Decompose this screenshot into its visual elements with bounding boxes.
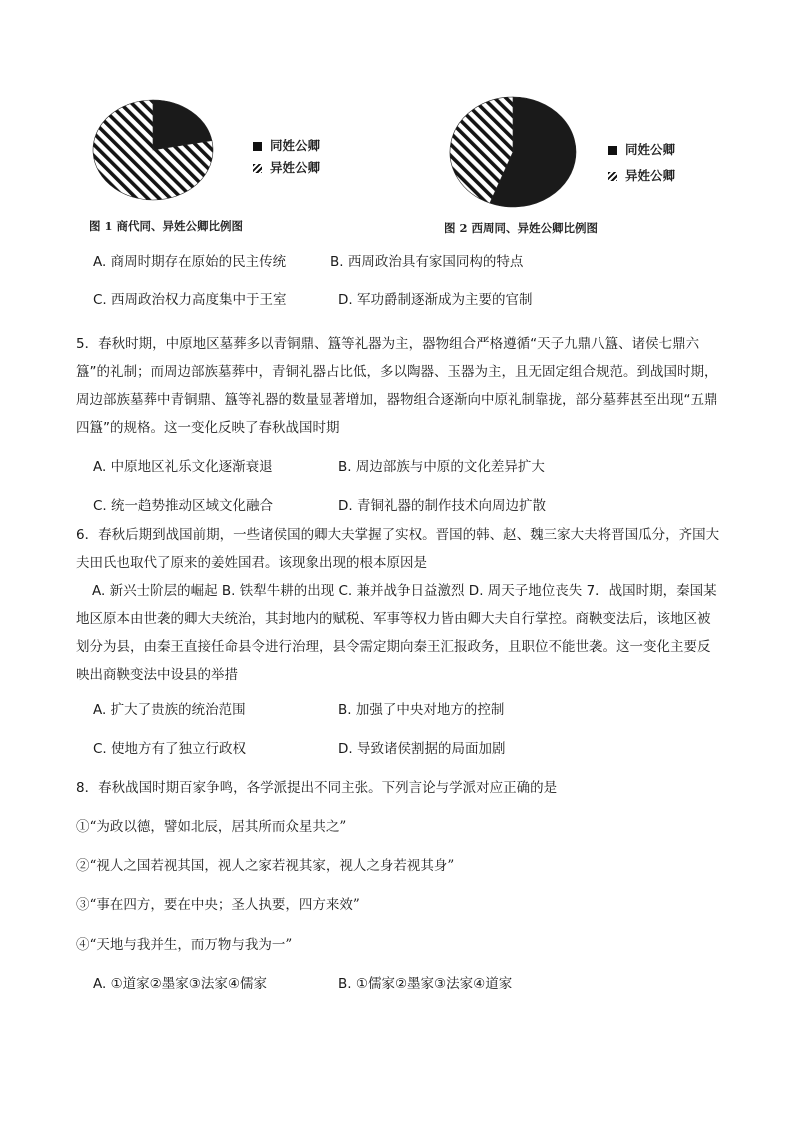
q8-option-a: A. ①道家②墨家③法家④儒家 [93,976,267,992]
q4-option-c: C. 西周政治权力高度集中于王室 [93,292,287,308]
q8-statement-3: ③“事在四方，要在中央；圣人执要，四方来效” [76,897,360,913]
q5-option-b: B. 周边部族与中原的文化差异扩大 [338,459,545,475]
q7-option-b: B. 加强了中央对地方的控制 [338,702,505,718]
q7-option-c: C. 使地方有了独立行政权 [93,741,247,757]
figure-2-caption: 图 2 西周同、异姓公卿比例图 [444,221,599,235]
q8-statement-2: ②“视人之国若视其国，视人之家若视其家，视人之身若视其身” [76,858,455,874]
legend-item-1: 同姓公卿 [608,140,675,158]
figure-1 [85,98,335,238]
q4-option-a: A. 商周时期存在原始的民主传统 [93,254,287,270]
q8-statement-1: ①“为政以德，譬如北辰，居其所而众星共之” [76,819,347,835]
q8-option-b: B. ①儒家②墨家③法家④道家 [338,976,513,992]
q5-option-c: C. 统一趋势推动区域文化融合 [93,498,274,514]
pie-chart-2 [445,96,585,214]
q6-stem: 6．春秋后期到战国前期，一些诸侯国的卿大夫掌握了实权。晋国的韩、赵、魏三家大夫将晋国瓜分，齐国大夫田氏也取代了原来的姜姓国君。该现象出现的根本原因是 [76,527,720,571]
legend-swatch-solid [608,146,617,155]
legend-swatch-hatched [253,164,262,173]
q7-option-a: A. 扩大了贵族的统治范围 [93,702,246,718]
q8-stem: 8．春秋战国时期百家争鸣，各学派提出不同主张。下列言论与学派对应正确的是 [76,780,558,796]
figure-2 [440,96,720,240]
legend-swatch-solid [253,142,262,151]
q5-option-d: D. 青铜礼器的制作技术向周边扩散 [338,498,546,514]
pie-chart-1 [90,98,225,208]
legend-item-1: 同姓公卿 [253,136,320,154]
q5-stem: 5．春秋时期，中原地区墓葬多以青铜鼎、簋等礼器为主，器物组合严格遵循“天子九鼎八簋、诸侯七鼎六簋”的礼制；而周边部族墓葬中，青铜礼器占比低，多以陶器、玉器为主，且无固定组合规范。到战国时期，周边部族墓葬中青铜鼎、簋等礼器的数量显著增加，器物组合逐渐向中原礼制靠拢，部分墓葬甚至出现“五鼎四簋”的规格。这一变化反映了春秋战国时期 [76,336,718,436]
q8-statement-4: ④“天地与我并生，而万物与我为一” [76,937,293,953]
q5-option-a: A. 中原地区礼乐文化逐渐衰退 [93,459,273,475]
q6-options-and-q7-stem: A. 新兴士阶层的崛起 B. 铁犁牛耕的出现 C. 兼并战争日益激烈 D. 周天子地位丧失 7．战国时期，秦国某地区原本由世袭的卿大夫统治，其封地内的赋税、军事等权力皆由卿大夫自行掌控。商鞅变法后，该地区被划分为县，由秦王直接任命县令进行治理，县令需定期向秦王汇报政务，且职位不能世袭。这一变化主要反映出商鞅变法中设县的举措 [76,583,717,683]
q4-option-b: B. 西周政治具有家国同构的特点 [330,254,524,270]
legend-item-2: 异姓公卿 [253,158,320,176]
figure-1-caption: 图 1 商代同、异姓公卿比例图 [89,219,244,233]
q4-option-d: D. 军功爵制逐渐成为主要的官制 [338,292,533,308]
q7-option-d: D. 导致诸侯割据的局面加剧 [338,741,506,757]
legend-swatch-hatched [608,172,617,181]
legend-item-2: 异姓公卿 [608,166,675,184]
